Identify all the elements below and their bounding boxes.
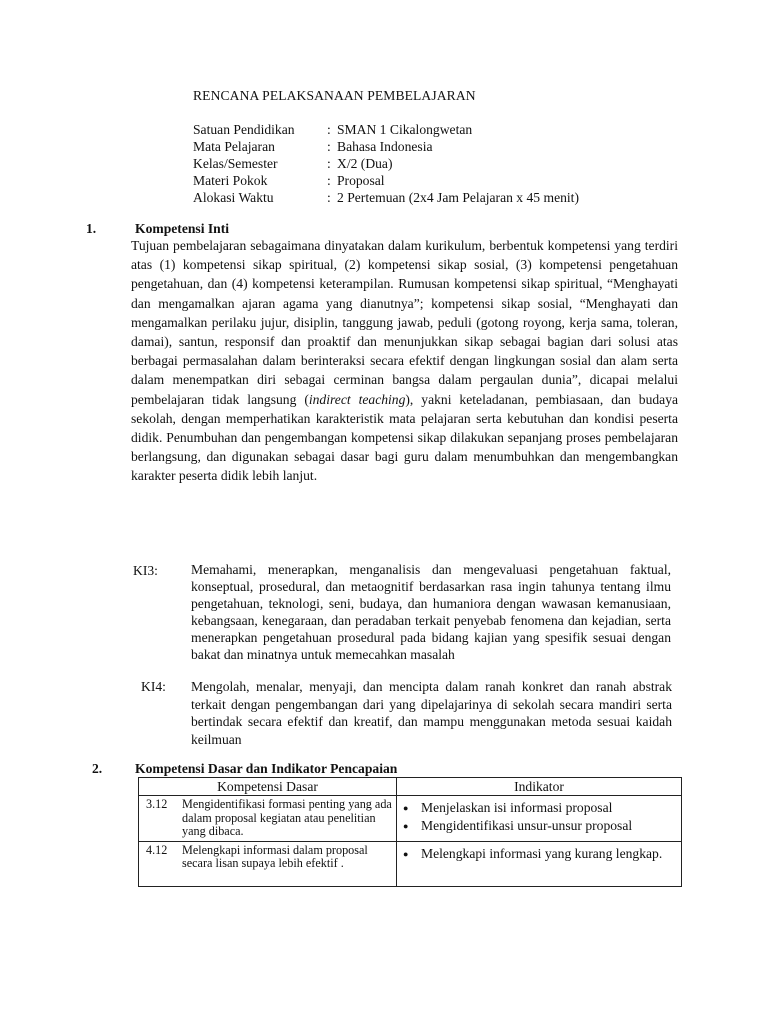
meta-row-satuan-pendidikan — [193, 121, 579, 138]
meta-row-alokasi-waktu — [193, 189, 579, 206]
page-title: RENCANA PELAKSANAAN PEMBELAJARAN — [193, 88, 476, 103]
meta-value: 2 Pertemuan (2x4 Jam Pelajaran x 45 menit) — [337, 190, 579, 205]
meta-label: Mata Pelajaran — [193, 139, 275, 154]
table-row — [139, 796, 682, 842]
kd-indikator-table — [138, 777, 682, 887]
section-2-title: Kompetensi Dasar dan Indikator Pencapaian — [135, 761, 398, 776]
meta-label: Kelas/Semester — [193, 156, 278, 171]
indikator-text: Melengkapi informasi yang kurang lengkap. — [421, 845, 663, 861]
meta-value: SMAN 1 Cikalongwetan — [337, 122, 473, 137]
kd-text: Melengkapi informasi dalam proposal secara lisan supaya lebih efektif . — [182, 842, 368, 871]
kd-cell — [139, 796, 397, 842]
meta-colon: : — [327, 173, 331, 188]
table-header-row — [139, 778, 682, 796]
ki-paragraph-italic: indirect teaching — [308, 391, 406, 407]
bullet-icon: ● — [403, 803, 409, 813]
kd-code: 4.12 — [146, 842, 168, 857]
kd-code: 3.12 — [146, 797, 168, 811]
meta-colon: : — [327, 139, 331, 154]
meta-colon: : — [327, 122, 331, 137]
ki-paragraph — [131, 236, 678, 486]
meta-label: Satuan Pendidikan — [193, 122, 295, 137]
meta-label: Alokasi Waktu — [193, 190, 274, 205]
list-item — [403, 799, 677, 817]
bullet-icon: ● — [403, 848, 409, 859]
table-header-indikator: Indikator — [397, 778, 682, 796]
meta-value: Bahasa Indonesia — [337, 139, 433, 154]
indikator-text: Menjelaskan isi informasi proposal — [421, 800, 613, 815]
ki4-text: Mengolah, menalar, menyaji, dan mencipta dalam ranah konkret dan ranah abstrak terkait dengan pengembangan dari yang dipelajarinya di sekolah secara mandiri serta bertindak secara efektif dan kreatif, dan mampu menggunakan metoda sesuai kaidah keilmuan — [191, 679, 672, 747]
meta-value: X/2 (Dua) — [337, 156, 393, 171]
meta-row-kelas-semester — [193, 155, 579, 172]
meta-row-materi-pokok — [193, 172, 579, 189]
meta-block — [193, 121, 579, 206]
ki3-label: KI3: — [133, 563, 158, 578]
indikator-cell — [397, 796, 682, 842]
section-1-number: 1. — [86, 221, 97, 236]
section-2-number: 2. — [92, 761, 103, 776]
ki4-label: KI4: — [141, 679, 166, 694]
list-item — [403, 817, 677, 835]
ki3-text: Memahami, menerapkan, menganalisis dan mengevaluasi pengetahuan faktual, konseptual, prosedural, dan metaognitif berdasarkan rasa ingin tahunya tentang ilmu pengetahuan, teknologi, seni, budaya, dan humaniora dengan wawasan kemanusiaan, kebangsaan, kenegaraan, dan peradaban terkait penyebab fenomena dan kejadian, serta menerapkan pengetahuan prosedural pada bidang kajian yang spesifik sesuai dengan bakat dan minatnya untuk memecahkan masalah — [191, 562, 671, 662]
table-row — [139, 841, 682, 886]
section-1-title: Kompetensi Inti — [135, 221, 230, 236]
indikator-cell — [397, 841, 682, 886]
kd-cell — [139, 841, 397, 886]
list-item — [403, 845, 677, 863]
meta-colon: : — [327, 190, 331, 205]
meta-row-mata-pelajaran — [193, 138, 579, 155]
bullet-icon: ● — [403, 821, 409, 831]
meta-value: Proposal — [337, 173, 385, 188]
kd-text: Mengidentifikasi formasi penting yang ada dalam proposal kegiatan atau penelitian yang dibaca. — [182, 797, 392, 839]
meta-label: Materi Pokok — [193, 173, 268, 188]
table-header-kompetensi-dasar: Kompetensi Dasar — [139, 778, 397, 796]
indikator-text: Mengidentifikasi unsur-unsur proposal — [421, 818, 633, 833]
meta-colon: : — [327, 156, 331, 171]
ki-paragraph-part2: ), yakni keteladanan, pembiasaan, dan budaya sekolah, dengan memperhatikan karakteristik mata pelajaran serta kebutuhan dan kondisi peserta didik. Penumbuhan dan pengembangan kompetensi sikap dilakukan sepanjang proses pembelajaran berlangsung, dan digunakan sebagai dasar bagi guru dalam menumbuhkan dan mengembangkan karakter peserta didik lebih lanjut. — [131, 391, 679, 484]
ki-paragraph-part1: Tujuan pembelajaran sebagaimana dinyatakan dalam kurikulum, berbentuk kompetensi yang terdiri atas (1) kompetensi sikap spiritual, (2) kompetensi sikap sosial, (3) kompetensi pengetahuan pengetahuan, dan (4) kompetensi keterampilan. Rumusan kompetensi sikap spiritual, “Menghayati dan mengamalkan ajaran agama yang dianutnya”; kompetensi sikap sosial, “Menghayati dan mengamalkan perilaku jujur, disiplin, tanggung jawab, peduli (gotong royong, kerja sama, toleran, damai), santun, responsif dan proaktif dan menunjukkan sikap sebagai bagian dari solusi atas berbagai permasalahan dalam berinteraksi secara efektif dengan lingkungan sosial dan alam serta dalam menempatkan diri sebagai cerminan bangsa dalam pergaulan dunia”, dicapai melalui pembelajaran tidak langsung ( — [131, 238, 678, 407]
